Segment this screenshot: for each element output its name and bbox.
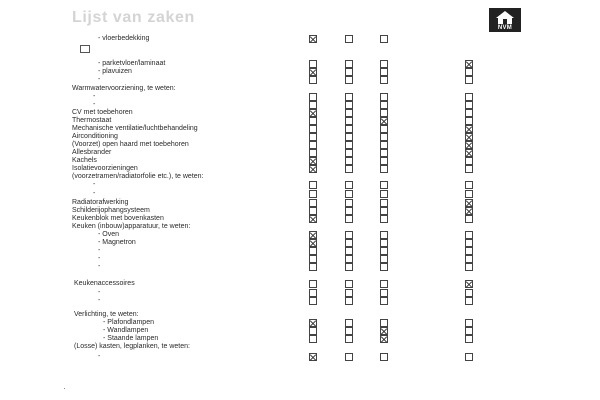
checkbox-col-4[interactable] (465, 297, 473, 305)
list-item (0, 34, 600, 44)
checkbox-col-1[interactable] (309, 181, 317, 189)
checkbox-col-1[interactable] (309, 353, 317, 361)
checkbox-col-2[interactable] (345, 263, 353, 271)
item-label: Keukenblok met bovenkasten (72, 215, 164, 222)
list-item (0, 296, 600, 306)
item-label: (Voorzet) open haard met toebehoren (72, 141, 189, 148)
checkbox-col-3[interactable] (380, 263, 388, 271)
checkbox-col-4[interactable] (465, 76, 473, 84)
checkbox-col-2[interactable] (345, 35, 353, 43)
item-label: Keukenaccessoires (74, 280, 135, 287)
checkbox-col-2[interactable] (345, 76, 353, 84)
checkbox-col-2[interactable] (345, 353, 353, 361)
item-label: - (98, 263, 101, 270)
item-label: Thermostaat (72, 117, 112, 124)
item-label: Isolatievoorzieningen (72, 165, 138, 172)
checkbox-col-1[interactable] (309, 76, 317, 84)
checkbox-col-1[interactable] (309, 190, 317, 198)
item-label: - (93, 101, 96, 108)
checkbox-col-3[interactable] (380, 353, 388, 361)
item-label: - (98, 76, 101, 83)
checkbox-col-3[interactable] (380, 76, 388, 84)
item-label: Radiatorafwerking (72, 199, 129, 206)
item-label: - (98, 247, 101, 254)
item-label: - (93, 190, 96, 197)
checkbox-col-3[interactable] (380, 190, 388, 198)
item-label: Allesbrander (72, 149, 112, 156)
item-label: Warmwatervoorziening, te weten: (72, 85, 176, 92)
item-label: - (98, 255, 101, 262)
item-label: - vloerbedekking (98, 35, 150, 42)
item-label: - (98, 353, 101, 360)
item-label: Verlichting, te weten: (74, 311, 139, 318)
item-label: (voorzetramen/radiatorfolie etc.), te weten: (72, 173, 204, 180)
checkbox-col-4[interactable] (465, 280, 473, 288)
checkbox-col-2[interactable] (345, 280, 353, 288)
checkbox-col-3[interactable] (380, 181, 388, 189)
logo-text: NVM (497, 25, 513, 31)
list-item (0, 262, 600, 272)
checkbox-col-3[interactable] (380, 35, 388, 43)
list-item (0, 352, 600, 362)
checkbox-col-3[interactable] (380, 280, 388, 288)
checkbox-col-4[interactable] (465, 181, 473, 189)
checkbox-col-3[interactable] (380, 297, 388, 305)
list-item (0, 47, 600, 57)
list-item (0, 342, 600, 352)
item-label: - Oven (98, 231, 120, 238)
item-label: Schilderijophangsysteem (72, 207, 150, 214)
item-label: Kachels (72, 157, 97, 164)
nvm-logo (489, 8, 521, 32)
item-label: (Losse) kasten, legplanken, te weten: (74, 343, 190, 350)
item-label: CV met toebehoren (72, 109, 133, 116)
item-label: - Magnetron (98, 239, 136, 246)
item-label: - Staande lampen (103, 335, 159, 342)
checkbox-col-1[interactable] (309, 297, 317, 305)
item-label: - parketvloer/laminaat (98, 60, 166, 67)
page-title: Lijst van zaken (72, 9, 195, 26)
dot (64, 388, 65, 389)
item-label: - plavuizen (98, 68, 132, 75)
item-label: - Plafondlampen (103, 319, 154, 326)
item-label: - (98, 297, 101, 304)
checkbox-col-2[interactable] (345, 190, 353, 198)
checkbox-col-4[interactable] (465, 353, 473, 361)
item-label: Keuken (inbouw)apparatuur, te weten: (72, 223, 191, 230)
item-label: - Wandlampen (103, 327, 149, 334)
item-label: Mechanische ventilatie/luchtbehandeling (72, 125, 198, 132)
checkbox-col-2[interactable] (345, 297, 353, 305)
item-label: - (93, 93, 96, 100)
item-label: Airconditioning (72, 133, 118, 140)
checkbox-col-1[interactable] (309, 280, 317, 288)
checkbox-col-2[interactable] (345, 181, 353, 189)
checkbox-col-4[interactable] (465, 190, 473, 198)
item-label: - (93, 181, 96, 188)
checkbox-col-1[interactable] (309, 35, 317, 43)
item-label: - (98, 289, 101, 296)
checkbox-col-1[interactable] (309, 263, 317, 271)
checkbox-col-4[interactable] (465, 263, 473, 271)
